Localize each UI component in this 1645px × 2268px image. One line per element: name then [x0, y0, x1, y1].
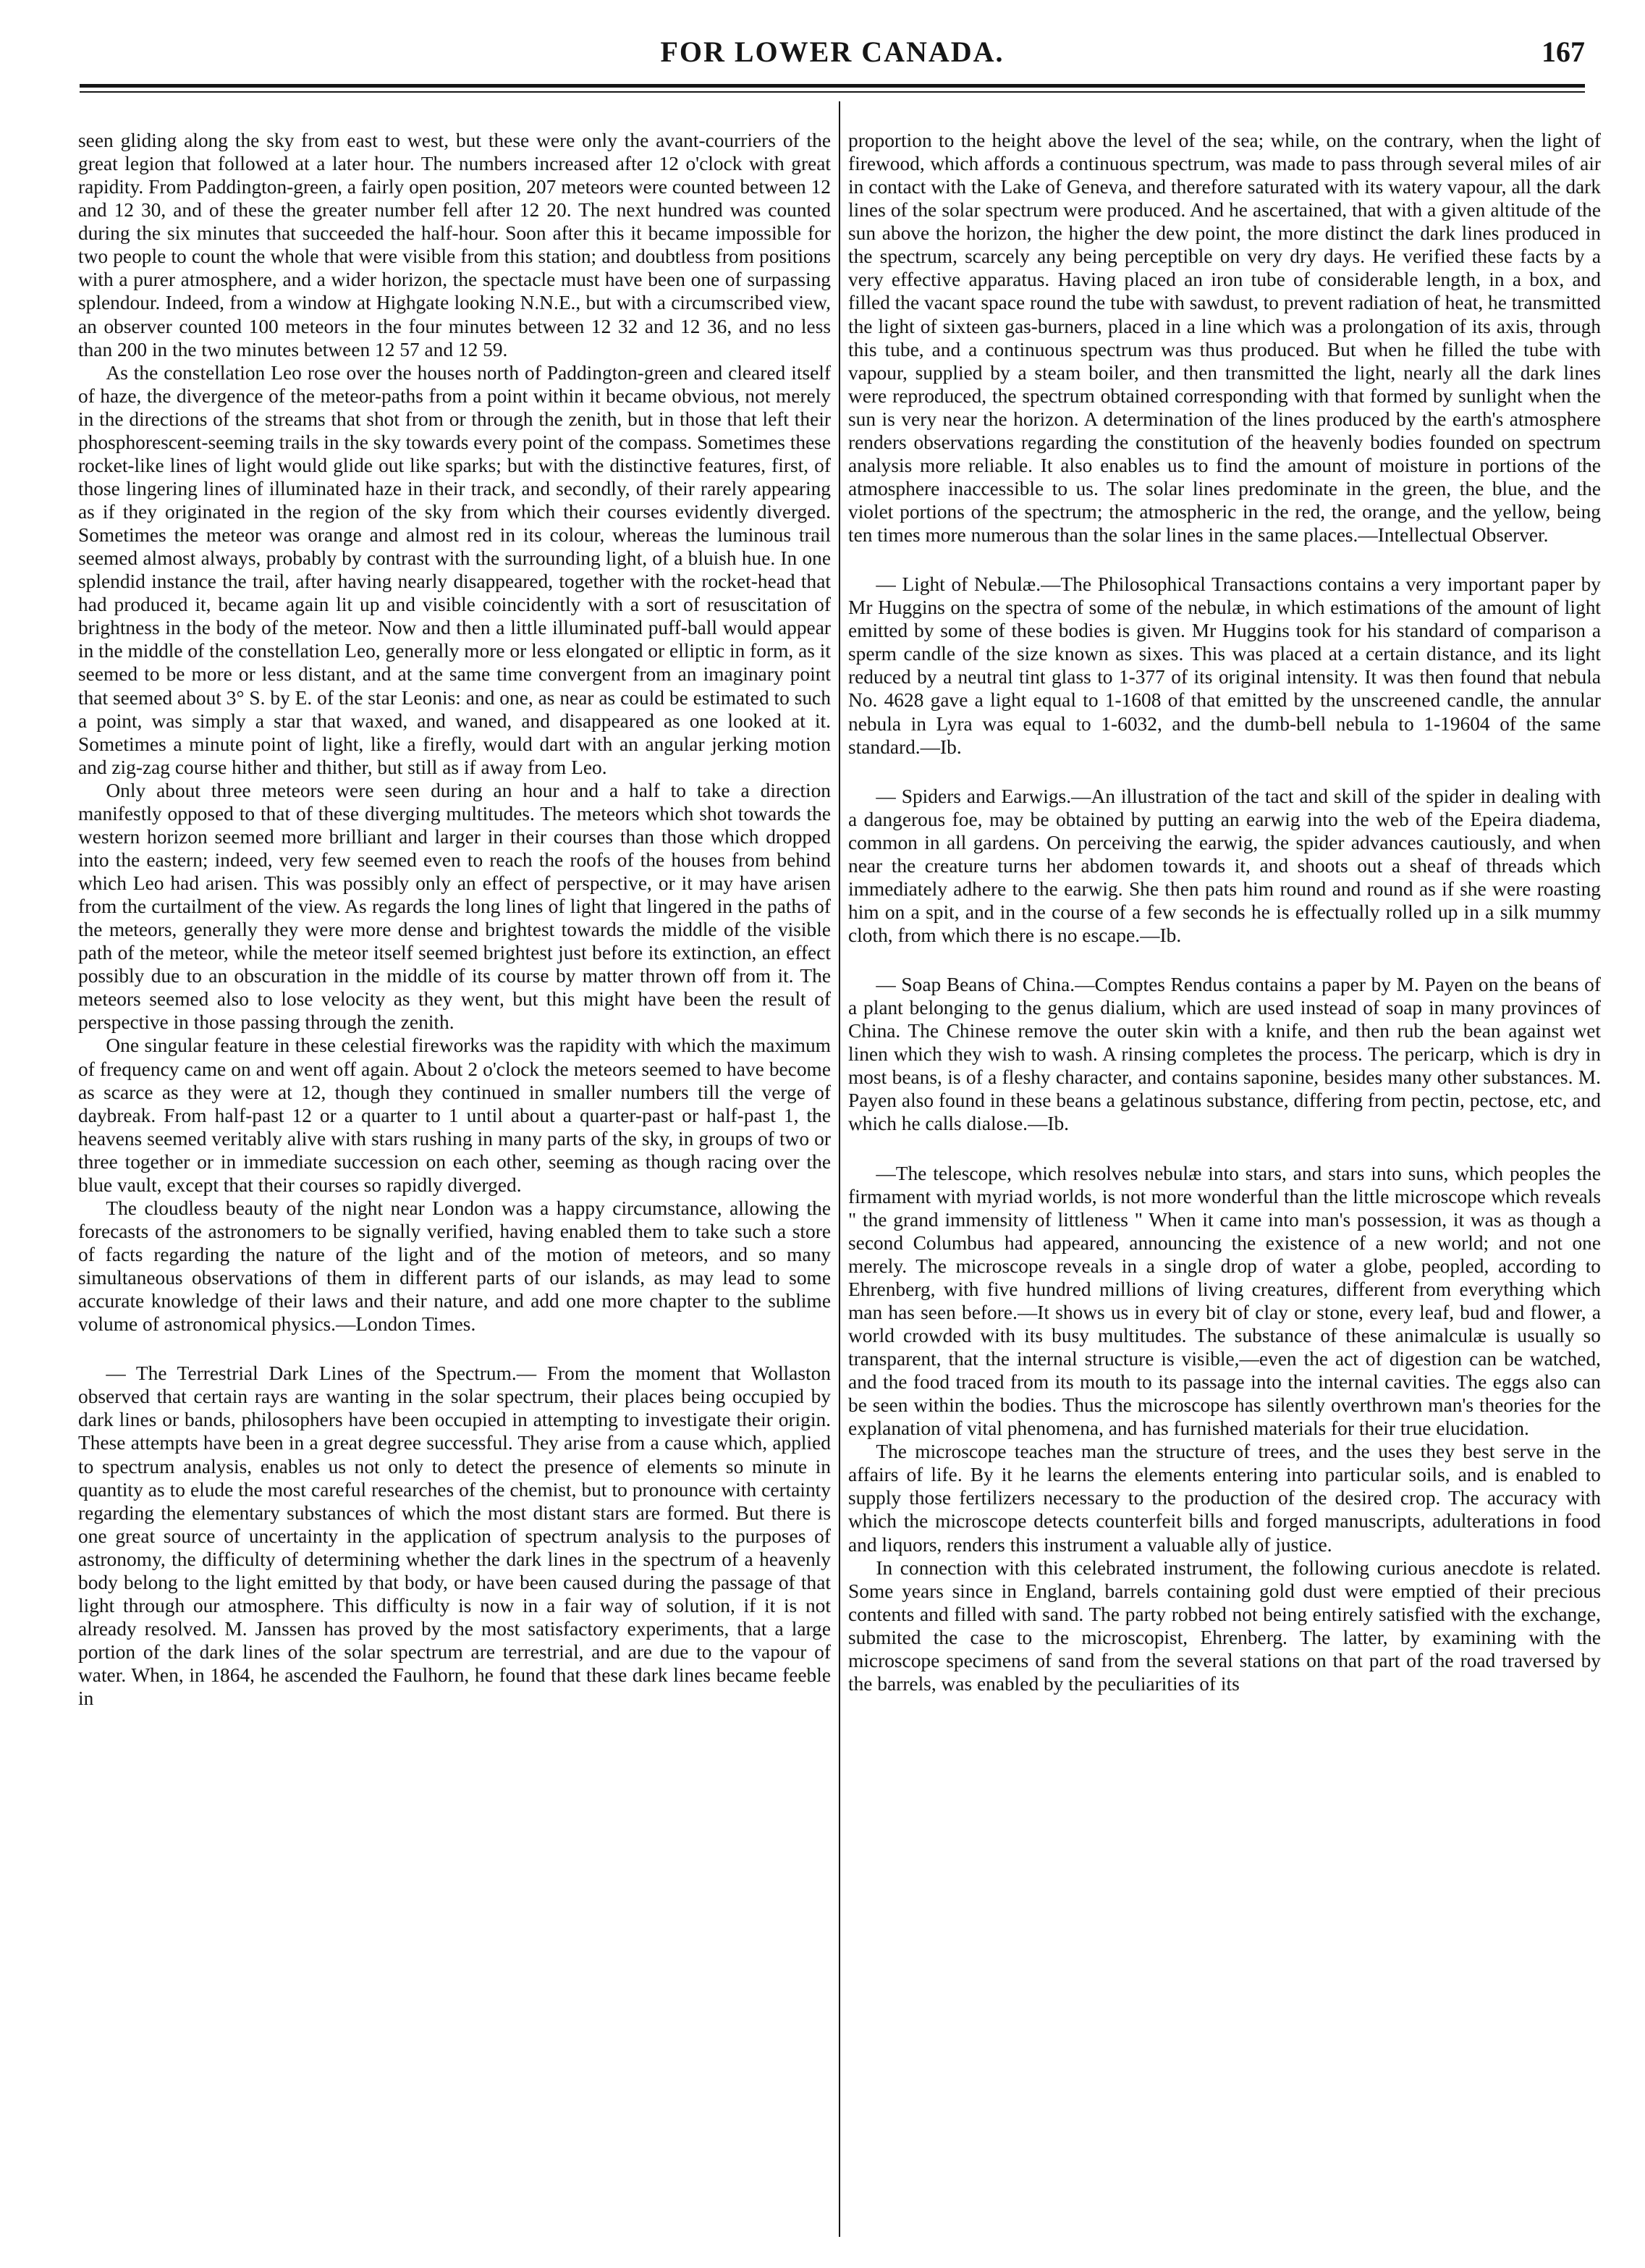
article-paragraph: — Spiders and Earwigs.—An illustration of the tact and skill of the spider in dealing with a dangerous foe, may be obtained by putting an earwig into the web of the Epeira diadema, common in all gardens. On perceiving the earwig, the spider advances cautiously, and when near the creature turns her abdomen towards it, and shoots out a sheaf of threads which immediately adhere to the earwig. She then pats him round and round as if she were roasting him on a spit, and in the course of a few seconds he is effectually rolled up in a silk mummy cloth, from which there is no escape.—Ib.: [848, 785, 1601, 946]
column-divider: [839, 101, 840, 2237]
article-paragraph: —The telescope, which resolves nebulæ into stars, and stars into suns, which peoples the firmament with myriad worlds, is not more wonderful than the little microscope which reveals " the grand immensity of littleness " When it came into man's possession, it was as though a second Columbus had appeared, announcing the existence of a new world; and not one merely. The microscope reveals in a single drop of water a globe, peopled, according to Ehrenberg, with five hundred millions of living creatures, different from everything which man has seen before.—It shows us in every bit of clay or stone, every leaf, bud and flower, a world crowded with its busy multitudes. The substance of these animalculæ is usually so transparent, that the internal structure is visible,—even the act of digestion can be watched, and the food traced from its mouth to its passage into the internal cavities. The eggs also can be seen within the bodies. Thus the microscope has silently overthrown man's theories for the explanation of vital phenomena, and has furnished materials for their true elucidation.: [848, 1162, 1601, 1440]
page-number: 167: [1542, 35, 1585, 68]
running-title: FOR LOWER CANADA.: [660, 35, 1005, 68]
article-paragraph: seen gliding along the sky from east to west, but these were only the avant-courriers of the great legion that followed at a later hour. The numbers increased after 12 o'clock with great rapidity. From Paddington-green, a fairly open position, 207 meteors were counted between 12 and 12 30, and of these the greater number fell after 12 20. The next hundred was counted during the six minutes that succeeded the half-hour. Soon after this it became impossible for two people to count the whole that were visible from this station; and doubtless from positions with a purer atmosphere, and a wider horizon, the spectacle must have been one of surpassing splendour. Indeed, from a window at Highgate looking N.N.E., but with a circumscribed view, an observer counted 100 meteors in the four minutes between 12 32 and 12 36, and no less than 200 in the two minutes between 12 57 and 12 59.: [78, 130, 831, 361]
article-paragraph: Only about three meteors were seen during an hour and a half to take a direction manifestly opposed to that of these diverging multitudes. The meteors which shot towards the western horizon seemed more brilliant and larger in their courses than those which dropped into the eastern; indeed, very few seemed even to reach the roofs of the houses from behind which Leo had arisen. This was possibly only an effect of perspective, or it may have arisen from the curtailment of the view. As regards the long lines of light that lingered in the paths of the meteors, generally they were more dense and brightest towards the middle of the visible path of the meteor, while the meteor itself seemed brightest just before its extinction, an effect possibly due to an obscuration in the middle of its course by matter thrown off from it. The meteors seemed also to lose velocity as they went, but this might have been the result of perspective in those passing through the zenith.: [78, 779, 831, 1034]
section-gap: [848, 947, 1601, 973]
article-paragraph: proportion to the height above the level of the sea; while, on the contrary, when the light of firewood, which affords a continuous spectrum, was made to pass through several miles of air in contact with the Lake of Geneva, and therefore saturated with its watery vapour, all the dark lines of the solar spectrum were produced. And he ascertained, that with a given altitude of the sun above the horizon, the higher the dew point, the more distinct the dark lines produced in the spectrum, scarcely any being perceptible on very dry days. He verified these facts by a very effective apparatus. Having placed an iron tube of considerable length, in a box, and filled the vacant space round the tube with sawdust, to prevent radiation of heat, he transmitted the light of sixteen gas-burners, placed in a line which was a prolongation of its axis, through this tube, and a continuous spectrum was thus produced. But when he filled the tube with vapour, supplied by a steam boiler, and then transmitted the light, nearly all the dark lines were reproduced, the spectrum obtained corresponding with that formed by sunlight when the sun is very near the horizon. A determination of the lines produced by the earth's atmosphere renders observations regarding the constitution of the heavenly bodies founded on spectrum analysis more reliable. It also enables us to find the amount of moisture in portions of the atmosphere inaccessible to us. The solar lines predominate in the green, the blue, and the violet portions of the spectrum; the atmospheric in the red, the orange, and the yellow, being ten times more numerous than the solar lines in the same places.—Intellectual Observer.: [848, 130, 1601, 547]
section-gap: [78, 1336, 831, 1362]
section-gap: [848, 759, 1601, 785]
article-paragraph: The cloudless beauty of the night near London was a happy circumstance, allowing the forecasts of the astronomers to be signally verified, having enabled them to take such a store of facts regarding the nature of the light and of the motion of meteors, and so many simultaneous observations of them in different parts of our islands, as may lead to some accurate knowledge of their laws and their nature, and add one more chapter to the sublime volume of astronomical physics.—London Times.: [78, 1197, 831, 1336]
section-gap: [848, 1136, 1601, 1162]
article-paragraph: The microscope teaches man the structure of trees, and the uses they best serve in the affairs of life. By it he learns the elements entering into particular soils, and is enabled to supply those fertilizers necessary to the production of the desired crop. The accuracy with which the microscope detects counterfeit bills and forged manuscripts, adulterations in food and liquors, renders this instrument a valuable ally of justice.: [848, 1441, 1601, 1556]
article-paragraph: — The Terrestrial Dark Lines of the Spectrum.— From the moment that Wollaston observed that certain rays are wanting in the solar spectrum, their places being occupied by dark lines or bands, philosophers have been occupied in attempting to investigate their origin. These attempts have been in a great degree successful. They arise from a cause which, applied to spectrum analysis, enables us not only to detect the presence of elements so minute in quantity as to elude the most careful researches of the chemist, but to pronounce with certainty regarding the elementary substances of which the most distant stars are formed. But there is one great source of uncertainty in the application of spectrum analysis to the purposes of astronomy, the difficulty of determining whether the dark lines in the spectrum of a heavenly body belong to the light emitted by that body, or have been caused during the passage of that light through our atmosphere. This difficulty is now in a fair way of solution, if it is not already resolved. M. Janssen has proved by the most satisfactory experiments, that a large portion of the dark lines of the solar spectrum are terrestrial, and are due to the vapour of water. When, in 1864, he ascended the Faulhorn, he found that these dark lines became feeble in: [78, 1362, 831, 1710]
section-gap: [848, 547, 1601, 573]
left-column: [78, 129, 831, 2243]
article-paragraph: One singular feature in these celestial fireworks was the rapidity with which the maximum of frequency came on and went off again. About 2 o'clock the meteors seemed to have become as scarce as they were at 12, though they continued in smaller numbers till the verge of daybreak. From half-past 12 or a quarter to 1 until about a quarter-past or half-past 1, the heavens seemed veritably alive with stars rushing in many parts of the sky, in groups of two or three together or in immediate succession on each other, seeming as though racing over the blue vault, except that their courses so rapidly diverged.: [78, 1034, 831, 1196]
article-paragraph: As the constellation Leo rose over the houses north of Paddington-green and cleared itself of haze, the divergence of the meteor-paths from a point within it became obvious, not merely in the directions of the streams that shot from or through the zenith, but in those that left their phosphorescent-seeming trails in the sky towards every point of the compass. Sometimes these rocket-like lines of light would glide out like sparks; but with the distinctive features, first, of those lingering lines of illuminated haze in their track, and secondly, of their rarely appearing as if they originated in the region of the sky from which their courses evidently diverged. Sometimes the meteor was orange and almost red in its colour, whereas the luminous trail seemed almost always, probably by contrast with the surrounding light, of a bluish hue. In one splendid instance the trail, after having nearly disappeared, together with the rocket-head that had produced it, became again lit up and visible coincidently with a sort of resuscitation of brightness in the body of the meteor. Now and then a little illuminated puff-ball would appear in the middle of the constellation Leo, generally more or less elongated or elliptic in form, as it seemed to be more or less distant, and at the same time convergent from an imaginary point that seemed about 3° S. by E. of the star Leonis: and one, as near as could be estimated to such a point, was simply a star that waxed, and waned, and disappeared as one looked at it. Sometimes a minute point of light, like a firefly, would dart with an angular jerking motion and zig-zag course hither and thither, but still as if away from Leo.: [78, 361, 831, 778]
header-rule-thin: [80, 91, 1585, 93]
page-header: [80, 25, 1585, 83]
header-rule-thick: [80, 84, 1585, 88]
article-paragraph: — Soap Beans of China.—Comptes Rendus contains a paper by M. Payen on the beans of a plant belonging to the genus dialium, which are used instead of soap in many provinces of China. The Chinese remove the outer skin with a knife, and then rub the bean against wet linen which they wish to wash. A rinsing completes the process. The pericarp, which is dry in most beans, is of a fleshy character, and contains saponine, besides many other substances. M. Payen also found in these beans a gelatinous substance, differing from pectin, pectose, etc, and which he calls dialose.—Ib.: [848, 974, 1601, 1135]
right-column: [848, 129, 1601, 2243]
article-paragraph: In connection with this celebrated instrument, the following curious anecdote is related. Some years since in England, barrels containing gold dust were emptied of their precious contents and filled with sand. The party robbed not being entirely satisfied with the exchange, submited the case to the microscopist, Ehrenberg. The latter, by examining with the microscope specimens of sand from the several stations on that part of the road traversed by the barrels, was enabled by the peculiarities of its: [848, 1556, 1601, 1695]
article-paragraph: — Light of Nebulæ.—The Philosophical Transactions contains a very important paper by Mr Huggins on the spectra of some of the nebulæ, in which estimations of the amount of light emitted by some of these bodies is given. Mr Huggins took for his standard of comparison a sperm candle of the size known as sixes. This was placed at a certain distance, and its light reduced by a neutral tint glass to 1-377 of its original intensity. It was then found that nebula No. 4628 gave a light equal to 1-1608 of that emitted by the unscreened candle, the annular nebula in Lyra was equal to 1-6032, and the dumb-bell nebula to 1-19604 of the same standard.—Ib.: [848, 573, 1601, 758]
